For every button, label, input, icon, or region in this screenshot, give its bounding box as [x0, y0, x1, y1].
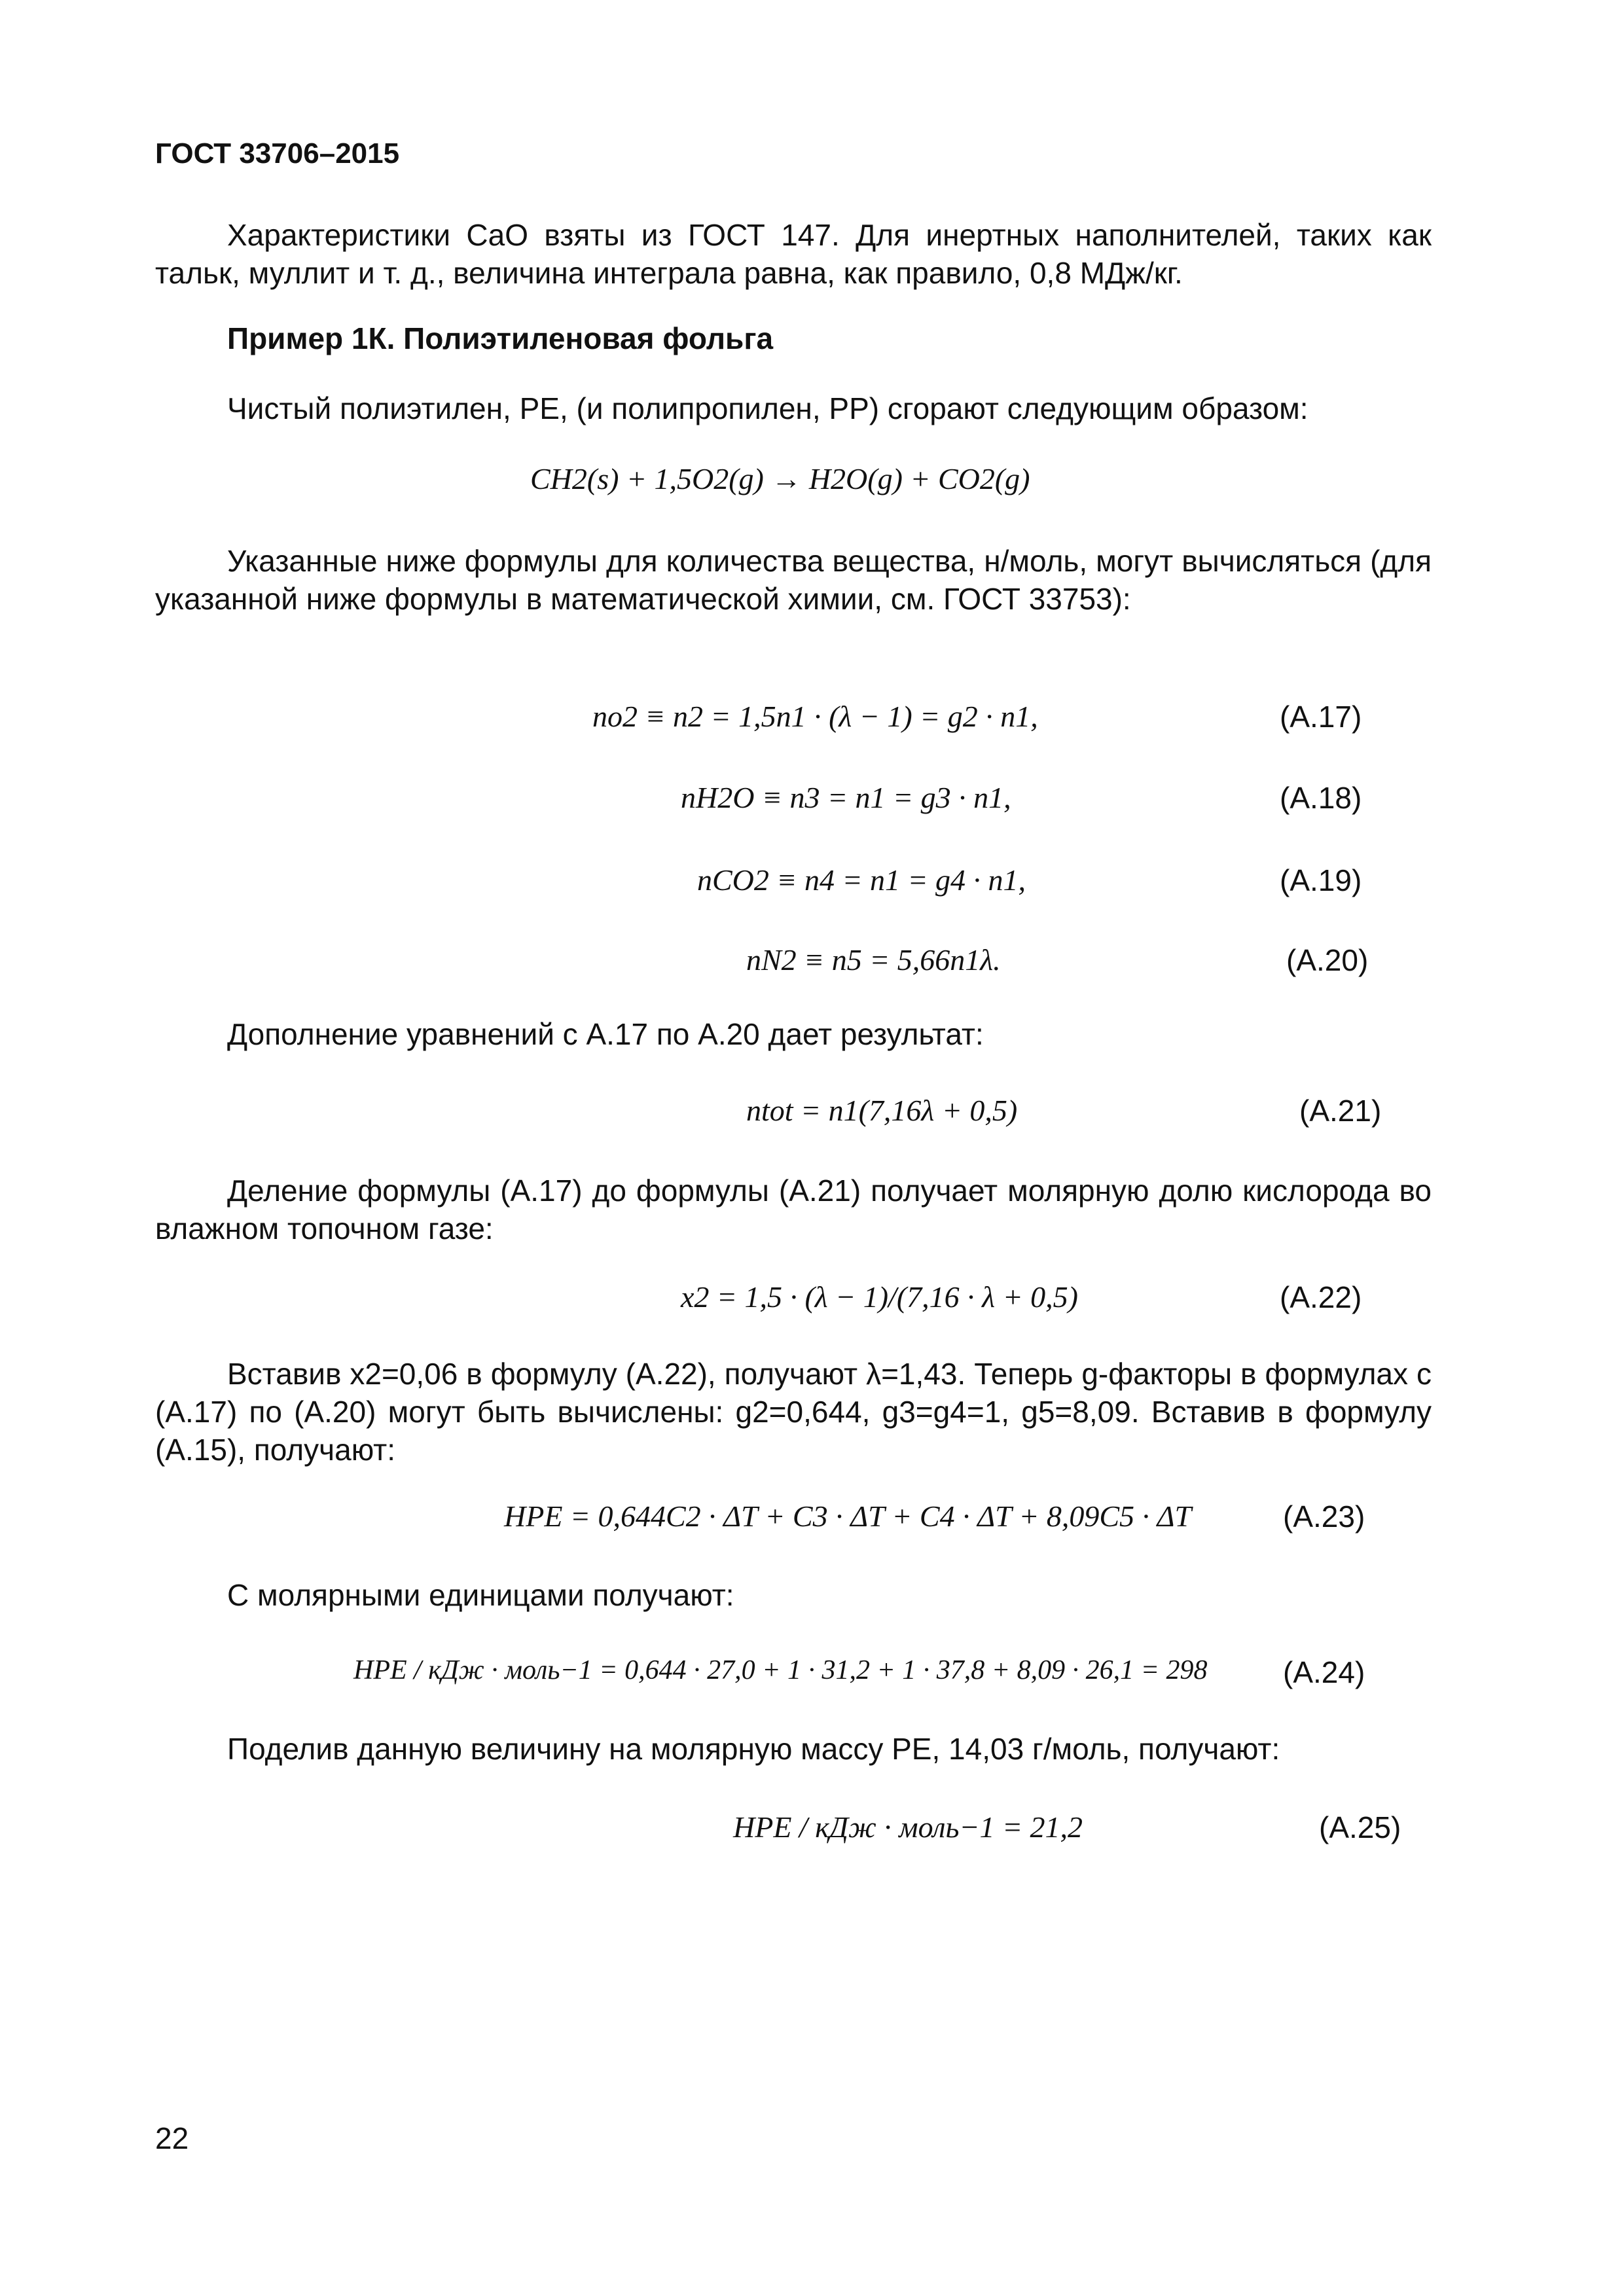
equation-a17: no2 ≡ n2 = 1,5n1 · (λ − 1) = g2 · n1, — [592, 700, 1038, 733]
equation-a24: HPE / кДж · моль−1 = 0,644 · 27,0 + 1 · 31,2 + 1 · 37,8 + 8,09 · 26,1 = 298 — [353, 1655, 1208, 1685]
equation-label-a23: (А.23) — [1283, 1499, 1365, 1534]
equation-label-a20: (А.20) — [1286, 943, 1369, 977]
equation-a19: nCO2 ≡ n4 = n1 = g4 · n1, — [697, 863, 1026, 897]
equation-a22: x2 = 1,5 · (λ − 1)/(7,16 · λ + 0,5) — [681, 1280, 1078, 1314]
document-header: ГОСТ 33706–2015 — [155, 137, 400, 170]
equation-label-a18: (А.18) — [1280, 781, 1362, 815]
equation-label-a21: (А.21) — [1299, 1094, 1382, 1128]
equation-label-a17: (А.17) — [1280, 700, 1362, 734]
page-number: 22 — [155, 2121, 189, 2155]
equation-a21: ntot = n1(7,16λ + 0,5) — [746, 1094, 1018, 1127]
example-heading: Пример 1К. Полиэтиленовая фольга — [227, 321, 774, 355]
paragraph-substitution: Вставив x2=0,06 в формулу (А.22), получают λ=1,43. Теперь g-факторы в формулах с (А.17) по (А.20) могут быть вычислены: g2=0,644, g3=g4=1, g5=8,09. Вставив в формулу (А.15), получают: — [155, 1357, 1432, 1467]
equation-a20: nN2 ≡ n5 = 5,66n1λ. — [746, 943, 1001, 977]
equation-label-a25: (А.25) — [1319, 1810, 1401, 1844]
equation-label-a22: (А.22) — [1280, 1280, 1362, 1314]
paragraph-formulas-intro: Указанные ниже формулы для количества вещества, н/моль, могут вычисляться (для указанной ниже формулы в математической химии, см. ГОСТ 33753): — [155, 544, 1432, 616]
equation-reaction — [530, 461, 1030, 496]
paragraph-cao: Характеристики CaO взяты из ГОСТ 147. Для инертных наполнителей, таких как тальк, муллит и т. д., величина интеграла равна, как правило, 0,8 МДж/кг. — [155, 218, 1432, 290]
equation-label-a19: (А.19) — [1280, 863, 1362, 897]
equation-label-a24: (А.24) — [1283, 1655, 1365, 1689]
equation-a23: HPE = 0,644C2 · ΔT + C3 · ΔT + C4 · ΔT + 8,09C5 · ΔT — [504, 1499, 1192, 1533]
equation-a18: nH2O ≡ n3 = n1 = g3 · n1, — [681, 781, 1011, 814]
paragraph-molar-mass: Поделив данную величину на молярную массу PE, 14,03 г/моль, получают: — [227, 1732, 1280, 1766]
equation-reaction-text: CH2(s) + 1,5O2(g) → H2O(g) + CO2(g) — [530, 462, 1030, 495]
paragraph-molar-units: С молярными единицами получают: — [227, 1578, 734, 1612]
equation-a25: HPE / кДж · моль−1 = 21,2 — [733, 1810, 1083, 1844]
paragraph-division: Деление формулы (А.17) до формулы (А.21) получает молярную долю кислорода во влажном топочном газе: — [155, 1174, 1432, 1246]
paragraph-combustion-intro: Чистый полиэтилен, PE, (и полипропилен, PP) сгорают следующим образом: — [227, 391, 1308, 425]
paragraph-summation: Дополнение уравнений с А.17 по А.20 дает результат: — [227, 1017, 984, 1051]
